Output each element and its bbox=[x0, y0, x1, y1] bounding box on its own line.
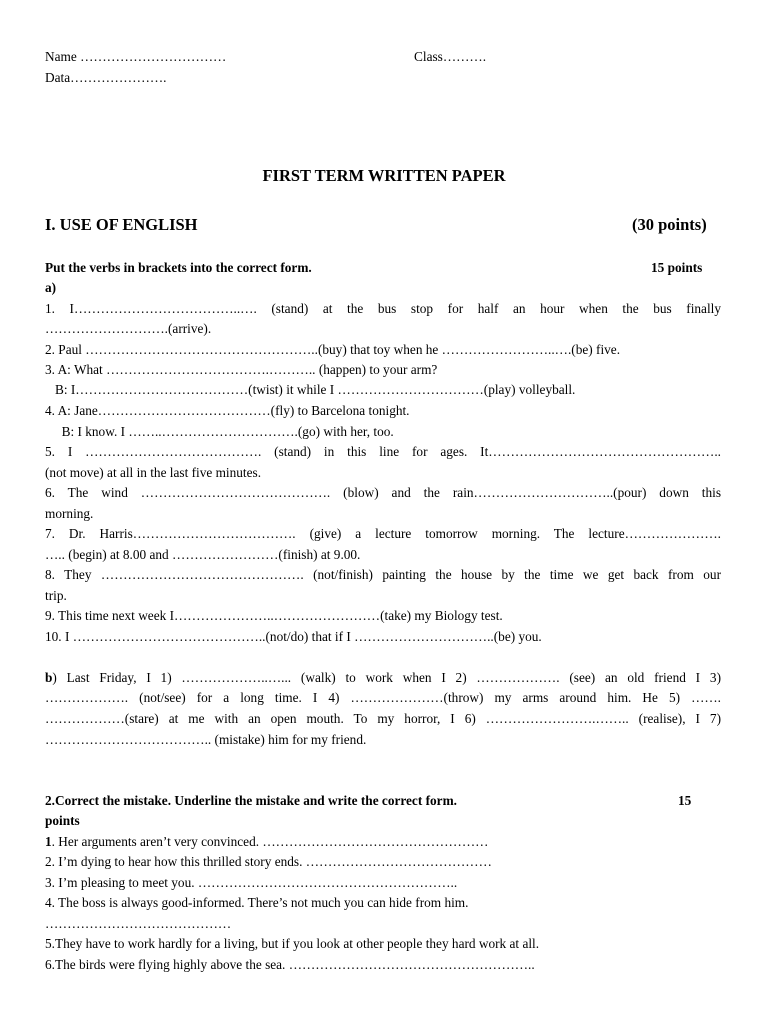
exercise-line: 1. I………………………………..…. (stand) at the bus stop for half an hour when the bus finally bbox=[45, 301, 721, 316]
correction-item bbox=[45, 835, 488, 848]
correction-item bbox=[45, 876, 457, 889]
exercise-line: morning. bbox=[45, 506, 94, 521]
paragraph-line: ………………(stare) at me with an open mouth. To my horror, I 6) …………………….…….. (realise), I 7) bbox=[45, 711, 721, 726]
exercise-line: 3. A: What ……………………………….……….. (happen) to your arm? bbox=[45, 362, 438, 377]
item-text: 5.They have to work hardly for a living, but if you look at other people they hard work at all. bbox=[45, 936, 540, 951]
exercise-line: 8. They ………………………………………. (not/finish) painting the house by the time we get back from our bbox=[45, 567, 721, 582]
exercise-line: trip. bbox=[45, 588, 67, 603]
paragraph-line: ………………. (not/see) for a long time. I 4) …………………(throw) my arms around him. He 5) ……. bbox=[45, 690, 721, 705]
correction-item bbox=[45, 917, 231, 930]
task-2-instruction: 2.Correct the mistake. Underline the mistake and write the correct form. bbox=[45, 793, 457, 808]
exercise-line: ….. (begin) at 8.00 and ……………………(finish) at 9.00. bbox=[45, 547, 361, 562]
task-a-points: 15 points bbox=[651, 260, 703, 275]
correction-item bbox=[45, 958, 535, 971]
item-text: 4. The boss is always good-informed. There’s not much you can hide from him. bbox=[45, 895, 469, 910]
paragraph-line: ……………………………….. (mistake) him for my friend. bbox=[45, 732, 367, 747]
correction-item bbox=[45, 937, 539, 950]
exercise-line: 9. This time next week I…………………..……………………(take) my Biology test. bbox=[45, 608, 503, 623]
task-2-points-word: points bbox=[45, 813, 80, 828]
task-2-points-number: 15 bbox=[678, 793, 692, 808]
task-b-label: b bbox=[45, 670, 53, 685]
class-field: Class………. bbox=[414, 49, 487, 64]
paragraph-line bbox=[45, 671, 721, 684]
item-number: 1 bbox=[45, 834, 52, 849]
section-heading: I. USE OF ENGLISH bbox=[45, 215, 198, 234]
date-field: Data…………………. bbox=[45, 70, 167, 85]
name-field: Name …………………………… bbox=[45, 49, 227, 64]
item-text: 6.The birds were flying highly above the sea. ……………………………………………….. bbox=[45, 957, 535, 972]
section-points: (30 points) bbox=[632, 215, 707, 234]
exercise-line: 6. The wind ……………………………………. (blow) and the rain…………………………..(pour) down this bbox=[45, 485, 721, 500]
item-text: …………………………………… bbox=[45, 916, 232, 931]
item-text: . Her arguments aren’t very convinced. …………………………………………… bbox=[51, 834, 489, 849]
exercise-line: ……………………….(arrive). bbox=[45, 321, 212, 336]
exercise-line: 10. I ……………………………………..(not/do) that if I …………………………..(be) you. bbox=[45, 629, 542, 644]
exercise-line: 2. Paul ……………………………………………..(buy) that toy when he ……………………..….(be) five. bbox=[45, 342, 621, 357]
item-text: 2. I’m dying to hear how this thrilled story ends. …………………………………… bbox=[45, 854, 492, 869]
task-a-label: a) bbox=[45, 280, 57, 295]
item-text: 3. I’m pleasing to meet you. ………………………………………………….. bbox=[45, 875, 458, 890]
task-a-instruction: Put the verbs in brackets into the correct form. bbox=[45, 260, 312, 275]
exercise-line: B: I know. I ……..………………………….(go) with her, too. bbox=[45, 424, 394, 439]
exercise-line: 7. Dr. Harris………………………………. (give) a lecture tomorrow morning. The lecture…………………. bbox=[45, 526, 721, 541]
exercise-line: (not move) at all in the last five minutes. bbox=[45, 465, 262, 480]
exercise-line: 4. A: Jane…………………………………(fly) to Barcelona tonight. bbox=[45, 403, 410, 418]
exercise-line: B: I…………………………………(twist) it while I ……………………………(play) volleyball. bbox=[45, 382, 576, 397]
task-b-paren: ) bbox=[52, 670, 57, 685]
page-title: FIRST TERM WRITTEN PAPER bbox=[262, 166, 506, 185]
task-b-text: Last Friday, I 1) ………………..…... (walk) to work when I 2) ………………. (see) an old friend I 3) bbox=[56, 670, 721, 685]
correction-item bbox=[45, 855, 492, 868]
exercise-line: 5. I …………………………………. (stand) in this line for ages. It…………………………………………….. bbox=[45, 444, 721, 459]
correction-item bbox=[45, 896, 468, 909]
